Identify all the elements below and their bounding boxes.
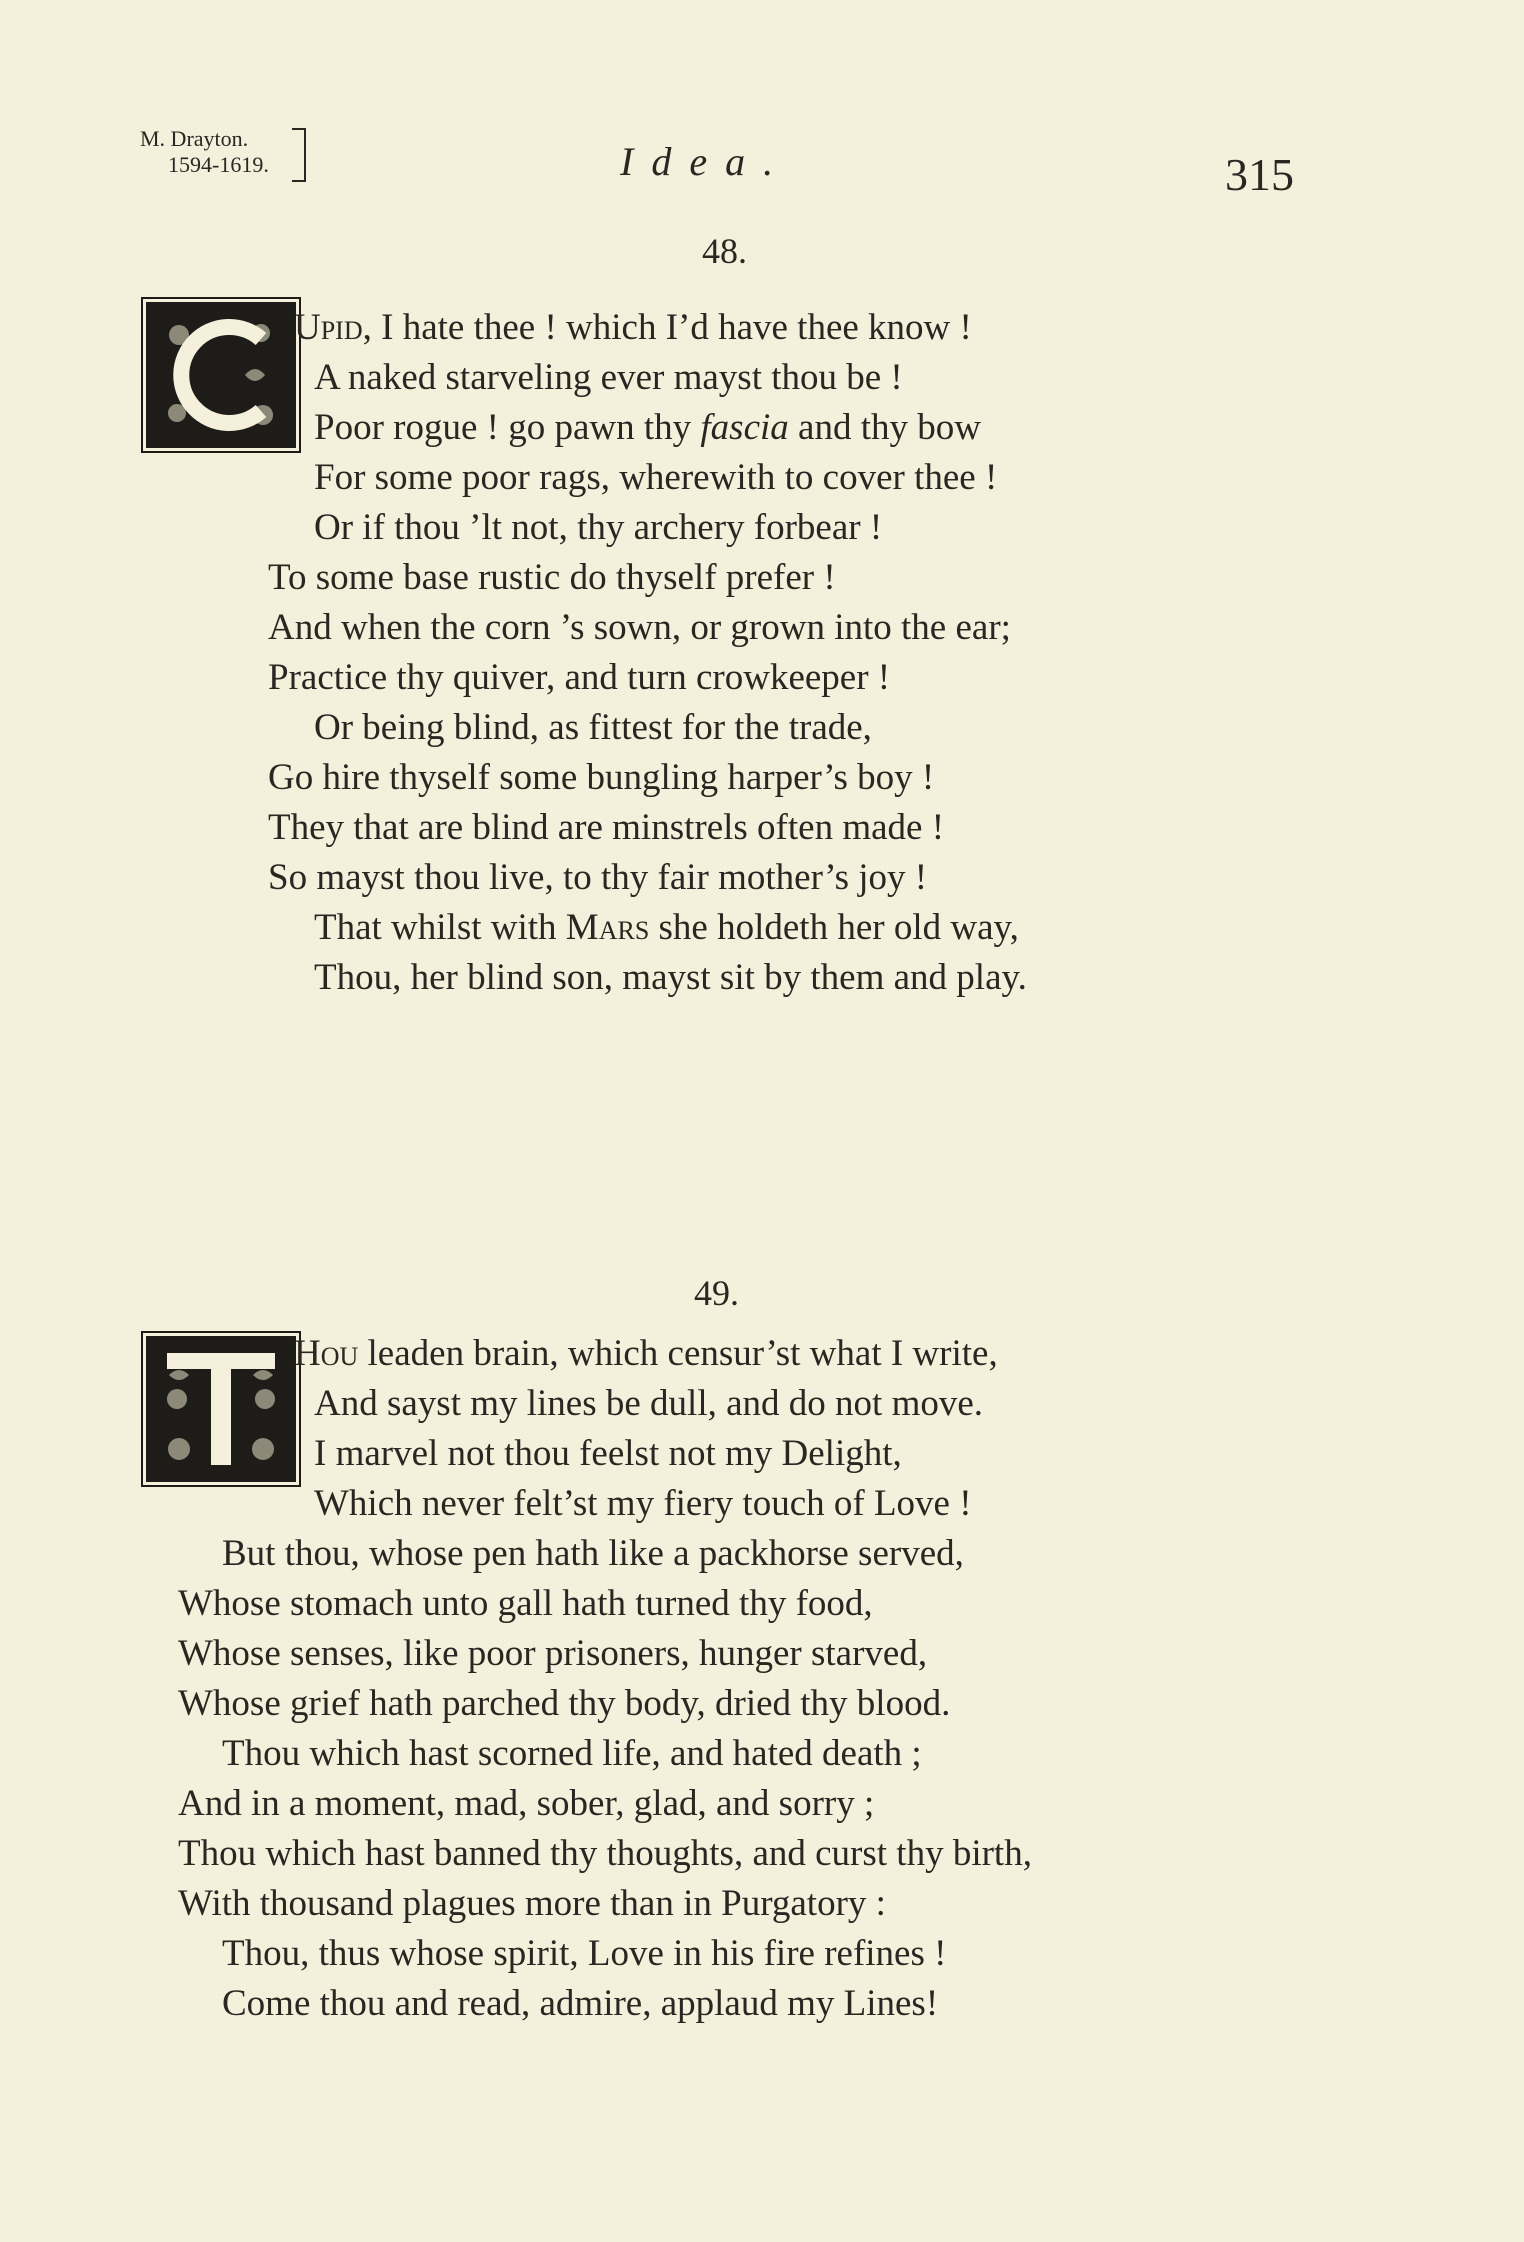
- dropcap-c-ornament: [149, 305, 293, 445]
- poem-line: Or being blind, as fittest for the trade,: [314, 707, 872, 748]
- poem-line: And in a moment, mad, sober, glad, and sorry ;: [178, 1783, 875, 1824]
- poem-line: Whose stomach unto gall hath turned thy food,: [178, 1583, 873, 1624]
- poem-line: With thousand plagues more than in Purgatory :: [178, 1883, 886, 1924]
- sonnet-number: 49.: [694, 1273, 739, 1313]
- poem-line: Which never felt’st my fiery touch of Love !: [314, 1483, 972, 1524]
- poem-line: So mayst thou live, to thy fair mother’s joy !: [268, 857, 928, 898]
- author-attribution: [140, 126, 269, 178]
- poem-line: But thou, whose pen hath like a packhorse served,: [222, 1533, 964, 1574]
- poem-line: And sayst my lines be dull, and do not move.: [314, 1383, 984, 1424]
- author-dates: 1594-1619.: [168, 152, 269, 177]
- ornamental-dropcap-c: [146, 302, 296, 448]
- sonnet-number: 48.: [702, 231, 747, 271]
- poem-line: They that are blind are minstrels often made !: [268, 807, 945, 848]
- poem-line: Or if thou ’lt not, thy archery forbear !: [314, 507, 883, 548]
- poem-line: That whilst with Mars she holdeth her old way,: [314, 907, 1019, 948]
- running-title: Idea.: [620, 139, 792, 184]
- poem-line: Thou which hast scorned life, and hated death ;: [222, 1733, 922, 1774]
- poem-line: Upid, I hate thee ! which I’d have thee know !: [294, 307, 972, 348]
- poem-line: And when the corn ’s sown, or grown into the ear;: [268, 607, 1011, 648]
- page-number: 315: [1225, 149, 1294, 200]
- ornamental-dropcap-t: [146, 1336, 296, 1482]
- poem-line: I marvel not thou feelst not my Delight,: [314, 1433, 902, 1474]
- poem-line: Go hire thyself some bungling harper’s boy !: [268, 757, 935, 798]
- poem-line: Come thou and read, admire, applaud my Lines!: [222, 1983, 939, 2024]
- poem-line: Whose grief hath parched thy body, dried thy blood.: [178, 1683, 951, 1724]
- poem-line: Thou, her blind son, mayst sit by them and play.: [314, 957, 1027, 998]
- poem-line: Whose senses, like poor prisoners, hunger starved,: [178, 1633, 928, 1674]
- poem-line: A naked starveling ever mayst thou be !: [314, 357, 903, 398]
- poem-line: Hou leaden brain, which censur’st what I write,: [294, 1333, 998, 1374]
- poem-line: Practice thy quiver, and turn crowkeeper !: [268, 657, 891, 698]
- poem-line: For some poor rags, wherewith to cover thee !: [314, 457, 998, 498]
- poem-line: Thou, thus whose spirit, Love in his fire refines !: [222, 1933, 947, 1974]
- poem-line: Thou which hast banned thy thoughts, and curst thy birth,: [178, 1833, 1032, 1874]
- author-name: M. Drayton.: [140, 126, 249, 151]
- poem-line: Poor rogue ! go pawn thy fascia and thy bow: [314, 407, 981, 448]
- poem-line: To some base rustic do thyself prefer !: [268, 557, 836, 598]
- header-bracket: [292, 128, 306, 182]
- dropcap-t-ornament: [149, 1339, 293, 1479]
